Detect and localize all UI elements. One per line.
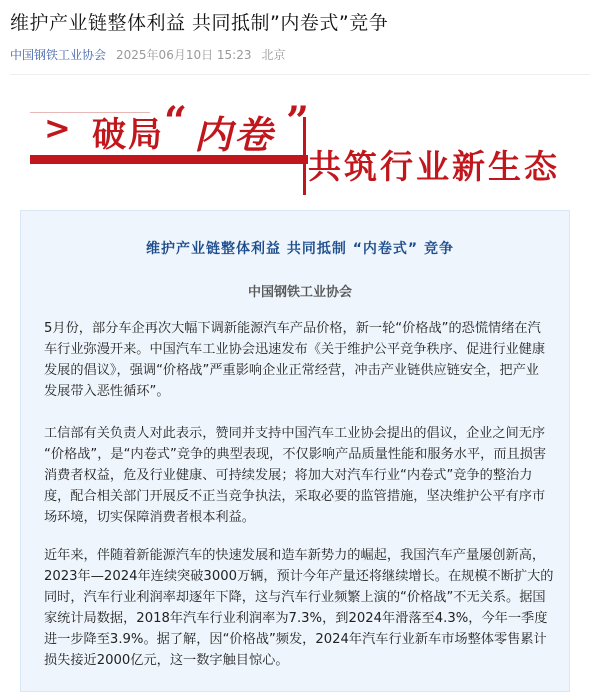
header-divider [10, 74, 590, 75]
document-org: 中国钢铁工业协会 [247, 285, 352, 300]
paragraph: 5月份，部分车企再次大幅下调新能源汽车产品价格，新一轮“价格战”的恐慌情绪在汽 车行业弥漫开来。中国汽车工业协会迅速发布《关于维护公平竞争秩序、促进行业健康 发展的倡议》，强调“价格战”严重影响企业正常经营，冲击产业链供应链安全，把产业 发展带入恶性循环”。 [44, 321, 546, 399]
banner-arrow-icon: > [44, 109, 71, 147]
publish-datetime: 2025年06月10日 15:23 [116, 48, 252, 62]
paragraph: 工信部有关负责人对此表示，赞同并支持中国汽车工业协会提出的倡议，企业之间无序 “价格战”，是“内卷式”竞争的典型表现，不仅影响产品质量性能和服务水平，而且损害 消费者权益，危及行业健康、可持续发展；将加大对汽车行业“内卷式”竞争的整治力 度，配合相关部门开展反不正当竞争执法，采取必要的监管措施，坚决维护公平有序市 场环境，切实保障消费者根本利益。 [44, 426, 547, 525]
article-meta [10, 46, 590, 64]
article-title: 维护产业链整体利益 共同抵制”内卷式”竞争 [10, 12, 389, 34]
banner-quote-open: “ [164, 98, 188, 145]
banner-highlight: 内卷 [194, 112, 275, 157]
publish-location: 北京 [261, 48, 286, 62]
banner-quote-close: ” [286, 98, 310, 145]
banner-heading: 破局 [92, 115, 164, 155]
document-title: 维护产业链整体利益 共同抵制 “内卷式” 竞争 [145, 241, 455, 257]
banner-subtitle: 共筑行业新生态 [308, 147, 560, 186]
paragraph: 近年来，伴随着新能源汽车的快速发展和造车新势力的崛起，我国汽车产量屡创新高， 2023年—2024年连续突破3000万辆，预计今年产量还将继续增长。在规模不断扩大的 同时，汽车行业利润率却逐年下降，这与汽车行业频繁上演的“价格战”不无关系。据国 家统计局数据，2018年汽车行业利润率为7.3%，到2024年滑落至4.3%，今年一季度 进一步降至3.9%。据了解，因“价格战”频发，2024年汽车行业新车市场整体零售累计 损失接近2000亿元，这一数字触目惊心。 [44, 548, 554, 668]
source-link[interactable]: 中国钢铁工业协会 [10, 48, 107, 62]
